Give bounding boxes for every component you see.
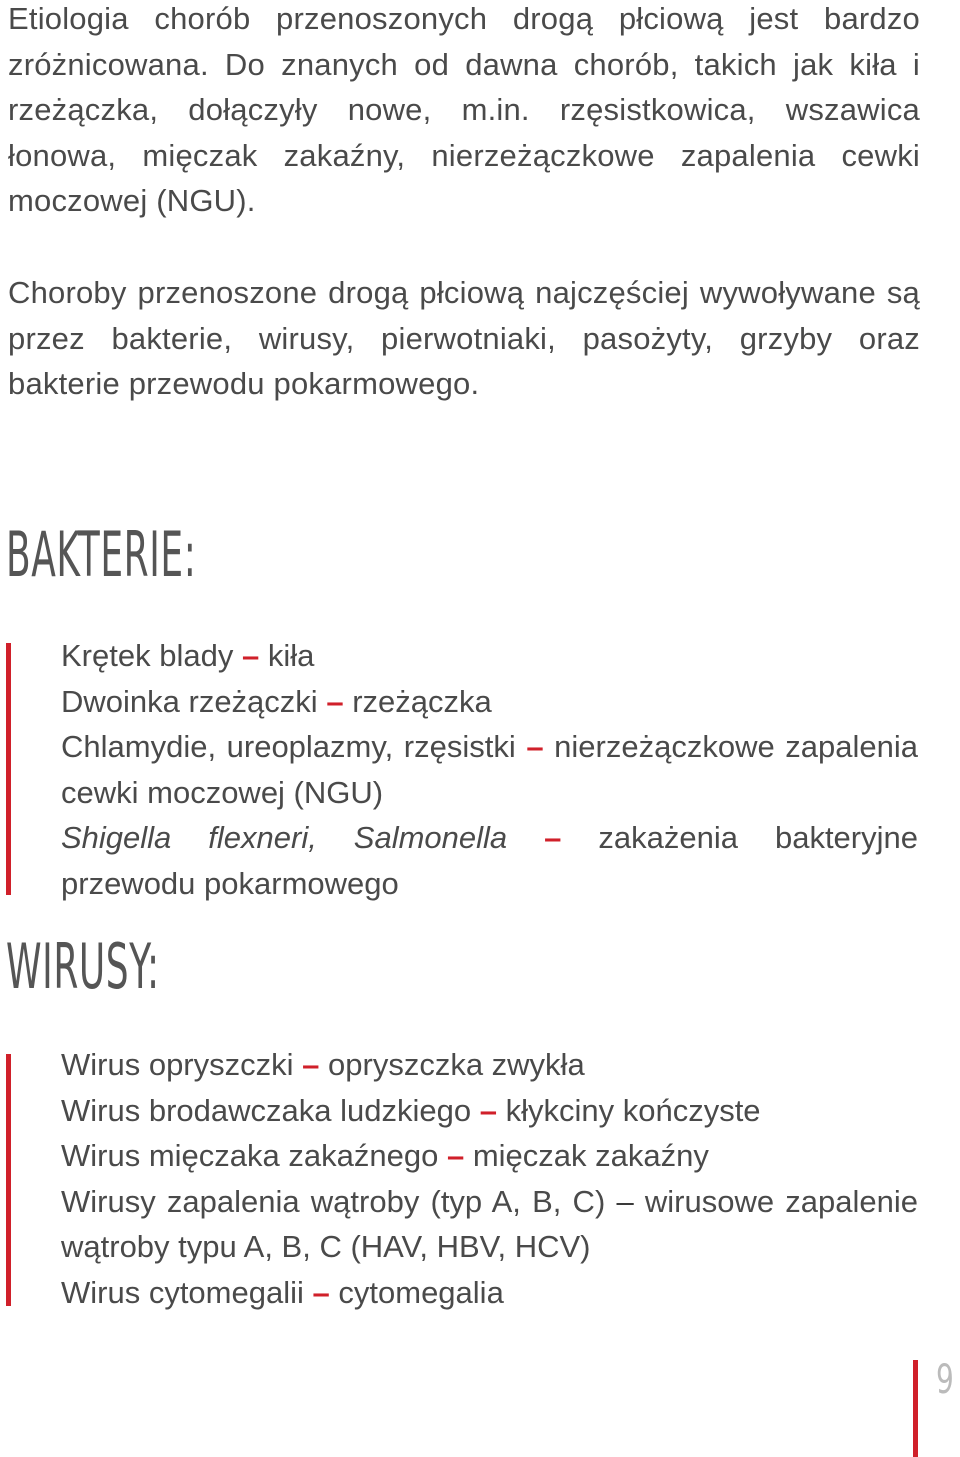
dash-separator: – — [241, 638, 260, 673]
dash-separator: – — [312, 1274, 330, 1310]
dash-separator: – — [479, 1092, 497, 1128]
intro-paragraph-2: Choroby przenoszone drogą płciową najczęściej wywoływane są przez bakterie, wirusy, pierwotniaki, pasożyty, grzyby oraz bakterie przewodu pokarmowego. — [8, 275, 920, 401]
wirusy-heading: WIRUSY: — [6, 930, 160, 1003]
agent-name: Dwoinka rzeżączki — [61, 683, 318, 719]
disease-name: wirusowe zapalenie wątroby typu A, B, C (HAV, HBV, HCV) — [61, 1183, 918, 1264]
disease-name: mięczak zakaźny — [472, 1138, 709, 1173]
dash-separator: – — [526, 729, 544, 764]
list-item — [61, 679, 918, 725]
bakterie-list — [61, 633, 918, 906]
list-item — [61, 1133, 918, 1179]
disease-name: cytomegalia — [338, 1274, 504, 1310]
wirusy-list — [61, 1042, 918, 1315]
agent-name: Krętek blady — [61, 638, 234, 673]
disease-name: kiła — [267, 638, 315, 673]
bakterie-heading: BAKTERIE: — [6, 518, 197, 591]
disease-name: opryszczka zwykła — [328, 1047, 585, 1082]
disease-name: kłykciny kończyste — [505, 1092, 761, 1128]
list-item — [61, 1179, 918, 1270]
intro-paragraph-1: Etiologia chorób przenoszonych drogą płciową jest bardzo zróżnicowana. Do znanych od dawna chorób, takich jak kiła i rzeżączka, dołączyły nowe, m.in. rzęsistkowica, wszawica łonowa, mięczak zakaźny, nierzeżączkowe zapalenia cewki moczowej (NGU). — [8, 1, 920, 218]
list-item — [61, 1042, 918, 1088]
disease-name: nierzeżączkowe zapalenia cewki moczowej (NGU) — [61, 729, 918, 810]
disease-name: rzeżączka — [352, 683, 492, 719]
dash-separator: – — [616, 1183, 634, 1219]
wirusy-accent-bar — [6, 1054, 11, 1306]
list-item — [61, 815, 918, 906]
list-item — [61, 1088, 918, 1134]
page-number-bar — [913, 1360, 918, 1457]
dash-separator: – — [326, 683, 344, 719]
dash-separator: – — [302, 1047, 320, 1082]
agent-name: Wirus mięczaka zakaźnego — [61, 1138, 439, 1173]
dash-separator: – — [544, 820, 562, 855]
agent-name: Chlamydie, ureoplazmy, rzęsistki — [61, 729, 516, 764]
agent-name: Wirus brodawczaka ludzkiego — [61, 1092, 472, 1128]
list-item — [61, 633, 918, 679]
page-number: 9 — [936, 1357, 954, 1403]
agent-name: Wirusy zapalenia wątroby (typ A, B, C) — [61, 1183, 606, 1219]
list-item — [61, 1270, 918, 1316]
agent-name: Wirus cytomegalii — [61, 1274, 304, 1310]
disease-name: zakażenia bakteryjne przewodu pokarmowego — [61, 820, 918, 901]
dash-separator: – — [446, 1138, 465, 1173]
agent-name: Wirus opryszczki — [61, 1047, 294, 1082]
list-item — [61, 724, 918, 815]
bakterie-accent-bar — [6, 643, 11, 895]
agent-name: Shigella flexneri, Salmonella — [61, 820, 508, 855]
